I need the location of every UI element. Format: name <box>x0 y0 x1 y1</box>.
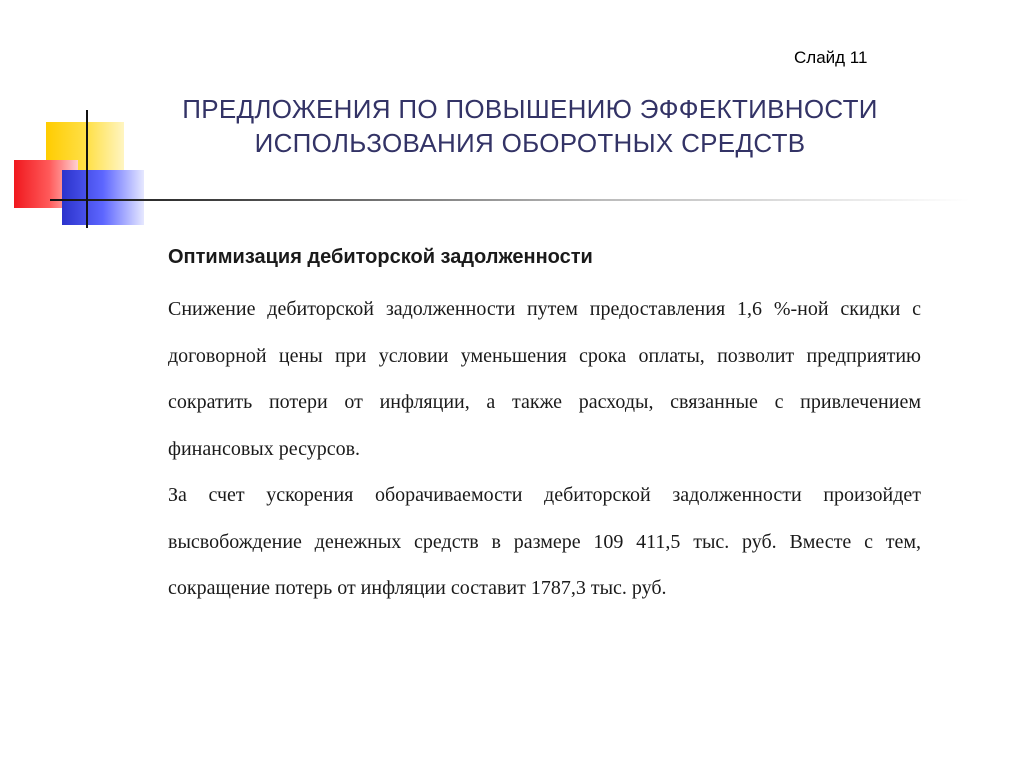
slide-title-line-2: ИСПОЛЬЗОВАНИЯ ОБОРОТНЫХ СРЕДСТВ <box>254 128 806 158</box>
slide-title <box>120 92 940 160</box>
section-heading: Оптимизация дебиторской задолженности <box>168 246 593 268</box>
vertical-line <box>86 110 88 228</box>
body-paragraph-1: Снижение дебиторской задолженности путем предоставления 1,6 %-ной скидки с договорной цены при условии уменьшения срока оплаты, позволит предприятию сократить потери от инфляции, а также расходы, связанные с привлечением финансовых ресурсов. <box>168 298 921 460</box>
title-divider-line <box>50 199 970 201</box>
slide-body <box>168 242 921 612</box>
blue-square <box>62 170 144 225</box>
body-paragraph-2: За счет ускорения оборачиваемости дебиторской задолженности произойдет высвобождение денежных средств в размере 109 411,5 тыс. руб. Вместе с тем, сокращение потерь от инфляции составит 1787,3 тыс. руб. <box>168 484 921 599</box>
slide-title-line-1: ПРЕДЛОЖЕНИЯ ПО ПОВЫШЕНИЮ ЭФФЕКТИВНОСТИ <box>182 94 878 124</box>
slide-number: Слайд 11 <box>794 48 868 67</box>
